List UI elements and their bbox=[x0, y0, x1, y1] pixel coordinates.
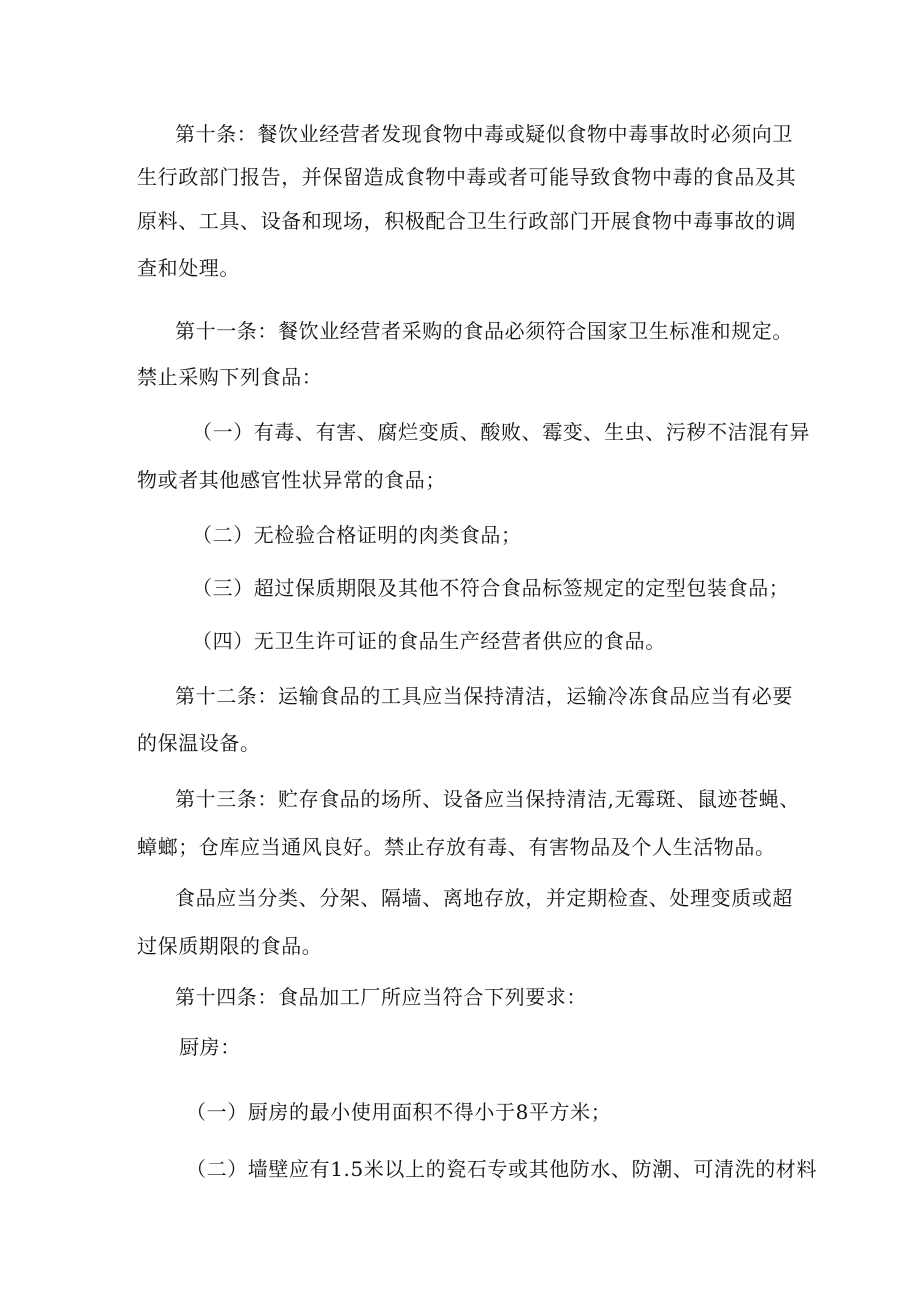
text-line: 第十一条：餐饮业经营者采购的食品必须符合国家卫生标准和规定。 bbox=[175, 319, 793, 343]
text-line: 物或者其他感官性状异常的食品； bbox=[137, 468, 446, 492]
text-line: （四）无卫生许可证的食品生产经营者供应的食品。 bbox=[192, 629, 666, 653]
text-line: 第十四条：食品加工厂所应当符合下列要求： bbox=[175, 985, 587, 1009]
text-line: 的保温设备。 bbox=[137, 731, 261, 755]
text-line: （二）墙壁应有1.5米以上的瓷石专或其他防水、防潮、可清洗的材料 bbox=[186, 1157, 818, 1181]
text-line: 第十二条：运输食品的工具应当保持清洁，运输冷冻食品应当有必要 bbox=[175, 684, 793, 708]
text-line: 食品应当分类、分架、隔墙、离地存放，并定期检查、处理变质或超 bbox=[175, 886, 793, 910]
text-line: 原料、工具、设备和现场，积极配合卫生行政部门开展食物中毒事故的调 bbox=[137, 209, 797, 233]
text-line: 第十条：餐饮业经营者发现食物中毒或疑似食物中毒事故时必须向卫 bbox=[175, 122, 793, 146]
text-line: 生行政部门报告，并保留造成食物中毒或者可能导致食物中毒的食品及其 bbox=[137, 165, 797, 189]
text-line: 蟑螂；仓库应当通风良好。禁止存放有毒、有害物品及个人生活物品。 bbox=[137, 835, 776, 859]
text-line: （一）厨房的最小使用面积不得小于8平方米； bbox=[186, 1100, 612, 1124]
text-line: （三）超过保质期限及其他不符合食品标签规定的定型包装食品； bbox=[192, 576, 790, 600]
text-line: 过保质期限的食品。 bbox=[137, 934, 323, 958]
text-line: 第十三条：贮存食品的场所、设备应当保持清洁,无霉斑、鼠迹苍蝇、 bbox=[175, 787, 800, 811]
text-line: 厨房： bbox=[179, 1035, 241, 1059]
text-line: 禁止采购下列食品： bbox=[137, 365, 323, 389]
text-line: 查和处理。 bbox=[137, 256, 240, 280]
text-line: （二）无检验合格证明的肉类食品； bbox=[192, 523, 522, 547]
text-line: （一）有毒、有害、腐烂变质、酸败、霉变、生虫、污秽不洁混有异 bbox=[192, 420, 810, 444]
